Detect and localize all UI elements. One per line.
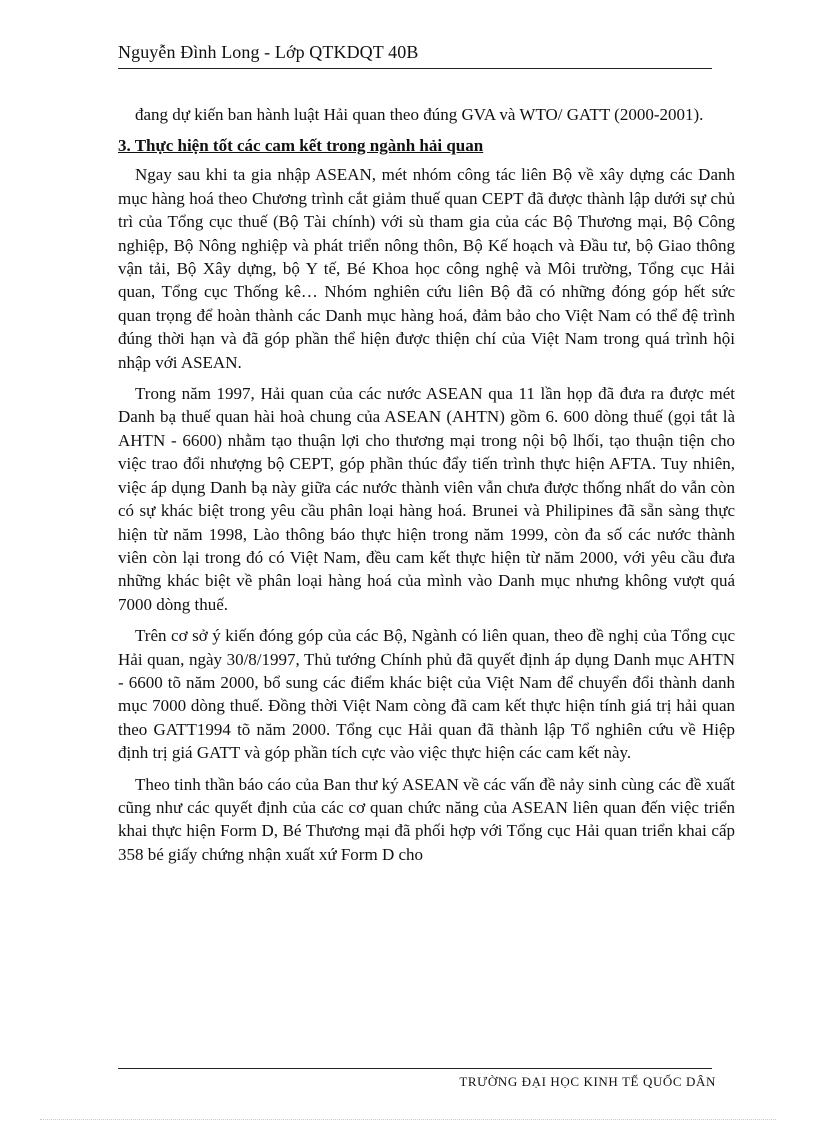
footer-institution: TRƯỜNG ĐẠI HỌC KINH TẾ QUỐC DÂN (459, 1074, 716, 1089)
header-title: Nguyễn Đình Long - Lớp QTKDQT 40B (118, 42, 419, 62)
document-body (118, 103, 735, 874)
page-header (118, 38, 712, 66)
paragraph-1: Ngay sau khi ta gia nhập ASEAN, mét nhóm công tác liên Bộ về xây dựng các Danh mục hàng hoá theo Chương trình cắt giảm thuế quan CEPT đã được thành lập dưới sự chủ trì của Tổng cục thuế (Bộ Tài chính) với sù tham gia của các Bộ Thương mại, Bộ Công nghiệp, Bộ Nông nghiệp và phát triển nông thôn, Bộ Kế hoạch và Đầu tư, bộ Giao thông vận tải, Bộ Xây dựng, bộ Y tế, Bé Khoa học công nghệ và Môi trường, Tổng cục Hải quan, Tổng cục Thống kê… Nhóm nghiên cứu liên Bộ đã có những đóng góp hết sức quan trọng để hoàn thành các Danh mục hàng hoá, đảm bảo cho Việt Nam có thể đệ trình đúng thời hạn và đã góp phần thể hiện được thiện chí của Việt Nam trong quá trình hội nhập với ASEAN. (118, 165, 735, 372)
section-heading: 3. Thực hiện tốt các cam kết trong ngành hải quan (118, 136, 484, 156)
paragraph-4: Theo tinh thần báo cáo của Ban thư ký ASEAN về các vấn đề nảy sinh cùng các đề xuất cũng như các quyết định của các cơ quan chức năng của ASEAN liên quan đến việc triển khai thực hiện Form D, Bé Thương mại đã phối hợp với Tổng cục Hải quan triển khai cấp 358 bé giấy chứng nhận xuất xứ Form D cho (118, 774, 735, 864)
header-divider (118, 68, 712, 69)
intro-paragraph: đang dự kiến ban hành luật Hải quan theo đúng GVA và WTO/ GATT (2000-2001). (135, 105, 704, 124)
paragraph-3: Trên cơ sở ý kiến đóng góp của các Bộ, Ngành có liên quan, theo đề nghị của Tổng cục Hải quan, ngày 30/8/1997, Thủ tướng Chính phủ đã quyết định áp dụng Danh mục AHTN - 6600 tõ năm 2000, bổ sung các điểm khác biệt của Việt Nam để chuyển đổi thành danh mục 7000 dòng thuế. Đồng thời Việt Nam còng đã cam kết thực hiện tính giá trị hải quan theo GATT1994 tõ năm 2000. Tổng cục Hải quan đã thành lập Tổ nghiên cứu về Hiệp định trị giá GATT và góp phần tích cực vào việc thực hiện các cam kết này. (118, 626, 735, 763)
page-edge-divider (40, 1119, 776, 1120)
footer-divider (118, 1068, 712, 1069)
paragraph-2: Trong năm 1997, Hải quan của các nước ASEAN qua 11 lần họp đã đưa ra được mét Danh bạ thuế quan hài hoà chung của ASEAN (AHTN) gồm 6. 600 dòng thuế (gọi tắt là AHTN - 6600) nhằm tạo thuận lợi cho thương mại trong nội bộ lhối, tạo thuận tiện cho việc trao đổi nhượng bộ CEPT, góp phần thúc đẩy tiến trình thực hiện AFTA. Tuy nhiên, việc áp dụng Danh bạ này giữa các nước thành viên vẫn chưa được thống nhất do vẫn còn có sự khác biệt trong yêu cầu phân loại hàng hoá. Brunei và Philipines đã sẵn sàng thực hiện từ năm 1998, Lào thông báo thực hiện trong năm 1999, còn đa số các nước thành viên còn lại trong đó có Việt Nam, đều cam kết thực hiện từ năm 2000, với yêu cầu đưa những khác biệt về phân loại hàng hoá của mình vào Danh mục nhưng không vượt quá 7000 dòng thuế. (118, 384, 735, 614)
